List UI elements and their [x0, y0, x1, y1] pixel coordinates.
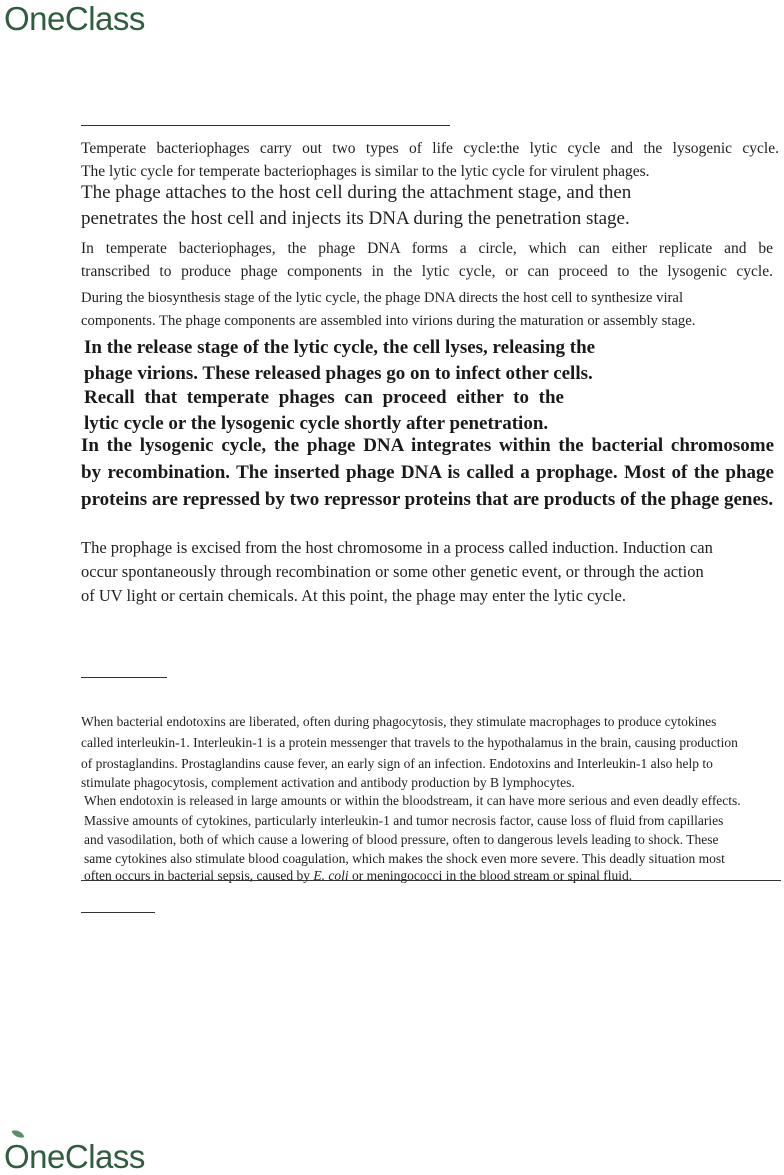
- paragraph-line: stimulate phagocytosis, complement activation and antibody production by B lymphocytes.: [81, 775, 575, 790]
- paragraph-line: of prostaglandins. Prostaglandins cause fever, an early sign of an infection. Endotoxins and Interleukin-1 also help to: [81, 756, 713, 771]
- heading-underline-1: [81, 125, 450, 126]
- paragraph-line: lytic cycle or the lysogenic cycle shortly after penetration.: [84, 413, 549, 434]
- paragraph-line: In the release stage of the lytic cycle, the cell lyses, releasing the: [84, 337, 596, 358]
- text-segment: or meningococci in the blood stream or spinal fluid.: [348, 868, 633, 883]
- heading-underline-2: [81, 677, 167, 678]
- paragraph-line: In temperate bacteriophages, the phage DNA forms a circle, which can either replicate and be: [81, 240, 773, 257]
- paragraph-line: phage virions. These released phages go on to infect other cells.: [84, 363, 593, 384]
- paragraph-line: same cytokines also stimulate blood coagulation, which makes the shock even more severe. This deadly situation most: [84, 851, 725, 866]
- oneclass-logo-footer: [4, 1140, 145, 1173]
- paragraph-line: In the lysogenic cycle, the phage DNA integrates within the bacterial chromosome: [81, 435, 774, 456]
- paragraph-line: of UV light or certain chemicals. At this point, the phage may enter the lytic cycle.: [81, 586, 626, 605]
- paragraph-line: Recall that temperate phages can proceed either to the: [84, 387, 564, 408]
- paragraph-line: called interleukin-1. Interleukin-1 is a protein messenger that travels to the hypothalamus in the brain, causing production: [81, 735, 738, 750]
- leaf-icon: O: [4, 1140, 29, 1173]
- paragraph-line: When endotoxin is released in large amounts or within the bloodstream, it can have more serious and even deadly effects.: [84, 793, 741, 808]
- section-divider: [81, 880, 781, 881]
- paragraph-line: Massive amounts of cytokines, particularly interleukin-1 and tumor necrosis factor, cause loss of fluid from capillaries: [84, 813, 724, 828]
- paragraph-line: When bacterial endotoxins are liberated, often during phagocytosis, they stimulate macrophages to produce cytokines: [81, 714, 717, 729]
- paragraph-line: Temperate bacteriophages carry out two types of life cycle:the lytic cycle and the lysogenic cycle.: [81, 140, 779, 157]
- paragraph-line: During the biosynthesis stage of the lytic cycle, the phage DNA directs the host cell to synthesize viral: [81, 290, 684, 306]
- leaf-icon: O: [4, 2, 29, 35]
- text-segment: often occurs in bacterial sepsis, caused by: [84, 868, 314, 883]
- oneclass-logo: [4, 2, 145, 35]
- logo-text: neClass: [29, 0, 145, 37]
- heading-underline-3: [81, 912, 155, 913]
- paragraph-line: and vasodilation, both of which cause a lowering of blood pressure, often to dangerous levels leading to shock. These: [84, 832, 719, 847]
- paragraph-line: occur spontaneously through recombination or some other genetic event, or through the action: [81, 562, 704, 581]
- paragraph-line: The phage attaches to the host cell during the attachment stage, and then: [81, 182, 632, 203]
- logo-text: neClass: [29, 1138, 145, 1175]
- paragraph-line: The prophage is excised from the host chromosome in a process called induction. Induction can: [81, 538, 713, 557]
- italic-term: E. coli: [313, 868, 349, 883]
- paragraph-line: by recombination. The inserted phage DNA is called a prophage. Most of the phage: [81, 462, 774, 483]
- paragraph-line: proteins are repressed by two repressor proteins that are products of the phage genes.: [81, 489, 774, 510]
- paragraph-line: transcribed to produce phage components in the lytic cycle, or can proceed to the lysogenic cycle.: [81, 263, 773, 280]
- paragraph-line: The lytic cycle for temperate bacteriophages is similar to the lytic cycle for virulent phages.: [81, 163, 650, 180]
- paragraph-line: penetrates the host cell and injects its DNA during the penetration stage.: [81, 208, 630, 229]
- paragraph-line: components. The phage components are assembled into virions during the maturation or assembly stage.: [81, 313, 696, 329]
